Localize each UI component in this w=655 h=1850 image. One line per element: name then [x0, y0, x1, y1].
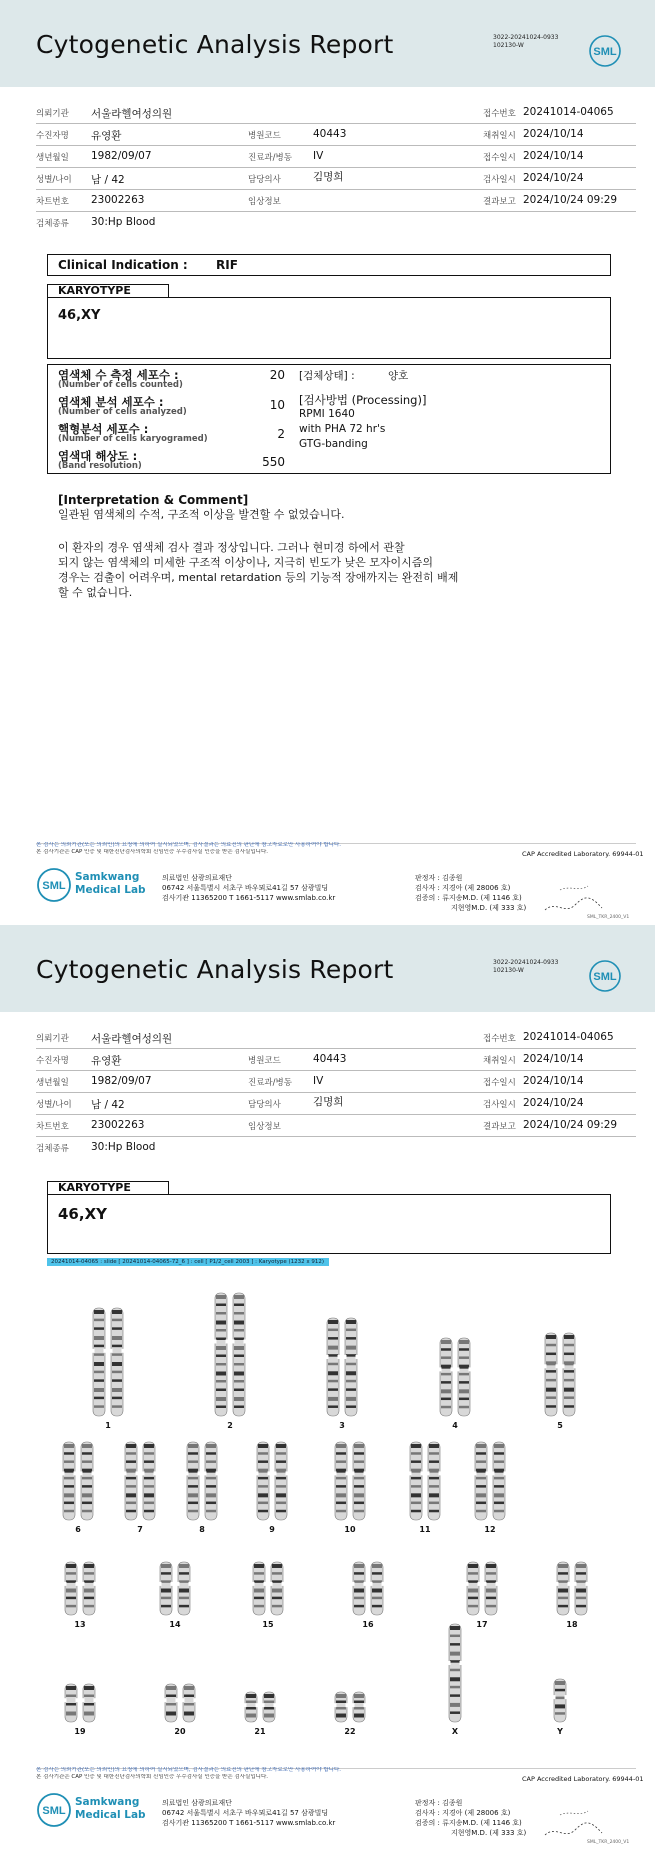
chart-label: 차트번호 [36, 197, 69, 207]
chromosome-label-5: 5 [557, 1421, 563, 1430]
cells-counted-sub: (Number of cells counted) [58, 380, 183, 390]
method-line-2: with PHA 72 hr's [299, 423, 386, 435]
footer-note-1-p2: 본 검사는 의뢰기관(또는 의뢰인)의 요청에 의하여 실시되었으며, 검사결과는 의료진의 판단에 참고자료로만 사용하여야 합니다. [36, 1767, 342, 1773]
cells-karyogramed-label: 핵형분석 세포수 : [58, 422, 149, 436]
dob-value: 1982/09/07 [91, 150, 152, 162]
collect-date-label: 채취일시 [483, 131, 516, 141]
chromosome-label-18: 18 [566, 1620, 578, 1629]
patient-value: 유영환 [91, 1055, 122, 1067]
clinical-label: 임상정보 [248, 1122, 281, 1132]
chromosome-11 [408, 1441, 442, 1521]
lab-phone-2: 검사기관 11365200 T 1661-5117 www.smlab.co.kr [162, 1819, 336, 1827]
chart-value: 23002263 [91, 194, 145, 206]
report-title: Cytogenetic Analysis Report [36, 30, 394, 59]
patient-label: 수진자명 [36, 1056, 69, 1066]
lab-address: 06742 서울특별시 서초구 바우뫼로41길 57 삼광빌딩 [162, 884, 329, 892]
specimen-status-value: 양호 [388, 370, 409, 382]
dob-label: 생년월일 [36, 153, 69, 163]
chromosome-label-9: 9 [269, 1525, 275, 1534]
chromosome-label-15: 15 [262, 1620, 274, 1629]
karyotype-box [47, 297, 611, 359]
chromosome-19 [63, 1683, 97, 1723]
verifier-line-4-p2: 지현영M.D. (제 333 호) [451, 1829, 527, 1837]
chromosome-3 [325, 1317, 359, 1417]
verifier-line: 검증의 : 류지송M.D. (제 1146 호) [415, 894, 522, 902]
specimen-label: 검체종류 [36, 1144, 69, 1154]
cap-accreditation: CAP Accredited Laboratory. 69944-01 [522, 850, 644, 858]
band-resolution-sub: (Band resolution) [58, 461, 142, 471]
doctor-value: 김명희 [313, 171, 344, 183]
collect-date-value: 2024/10/14 [523, 1053, 584, 1065]
form-code-2: SML_TKR_2400_V1 [587, 1840, 630, 1845]
chromosome-15 [251, 1561, 285, 1616]
chromosome-18 [555, 1561, 589, 1616]
report-code-2 [493, 959, 558, 975]
signature-scribble-icon [540, 1805, 610, 1845]
chromosome-label-X: X [451, 1727, 459, 1736]
karyogram-banner: 20241014-04065 : slide [ 20241014-04065-72_6 ] : cell [ P1/2_cell 2003 ] : Karyotype (1232 x 912) [47, 1258, 329, 1266]
chromosome-label-16: 16 [362, 1620, 374, 1629]
method-line-1: RPMI 1640 [299, 408, 355, 420]
report-title-2: Cytogenetic Analysis Report [36, 955, 394, 984]
lab-address-block [162, 873, 335, 903]
patient-value: 유영환 [91, 130, 122, 142]
institution-label: 의뢰기관 [36, 1034, 69, 1044]
chromosome-label-3: 3 [339, 1421, 345, 1430]
test-date-value: 2024/10/24 [523, 1097, 584, 1109]
chromosome-label-21: 21 [254, 1727, 266, 1736]
collect-date-value: 2024/10/14 [523, 128, 584, 140]
chromosome-label-1: 1 [105, 1421, 111, 1430]
chromosome-label-2: 2 [227, 1421, 233, 1430]
samkwang-logo-icon [36, 867, 72, 903]
chromosome-label-7: 7 [137, 1525, 143, 1534]
method-line-3: GTG-banding [299, 438, 368, 450]
lab-corp: 의료법인 삼광의료재단 [162, 874, 232, 882]
doctor-label: 담당의사 [248, 1100, 281, 1110]
hospital-code-label: 병원코드 [248, 1056, 281, 1066]
receipt-no-label: 접수번호 [483, 109, 516, 119]
chromosome-22 [333, 1691, 367, 1723]
cells-counted-value: 20 [269, 368, 285, 382]
karyotype-label-2: KARYOTYPE [47, 1181, 169, 1194]
report-code-line1-2: 3022-20241024-0933 [493, 959, 559, 966]
chromosome-6 [61, 1441, 95, 1521]
chromosome-label-20: 20 [174, 1727, 186, 1736]
specimen-status-label: [검체상태] : [299, 370, 355, 382]
karyogram-image [50, 1275, 620, 1745]
sml-logo-text: SML [593, 46, 617, 58]
band-resolution-value: 550 [262, 455, 285, 469]
lab-name-line-2-p2: Medical Lab [75, 1809, 146, 1821]
report-code-line2-2: 102130-W [493, 967, 524, 974]
hospital-code-label: 병원코드 [248, 131, 281, 141]
interpretation-paragraph: 이 환자의 경우 염색체 검사 결과 정상입니다. 그러나 현미경 하에서 관찰 되지 않는 염색체의 미세한 구조적 이상이나, 지극히 빈도가 낮은 모자이시즘의 경우는 검출이 어려우며, mental retardation 등의 기능적 장애까지는 완전히 배제 할 수 없습니다. [58, 541, 459, 599]
cells-karyogramed-value: 2 [277, 427, 285, 441]
lab-address-block-2 [162, 1798, 335, 1828]
chart-label: 차트번호 [36, 1122, 69, 1132]
svg-text:SML: SML [42, 880, 66, 892]
karyotype-box-2 [47, 1194, 611, 1254]
signature-scribble-icon [540, 880, 610, 920]
chromosome-label-11: 11 [419, 1525, 431, 1534]
chromosome-label-6: 6 [75, 1525, 81, 1534]
hospital-code-value: 40443 [313, 128, 347, 140]
dept-label: 진료과/병동 [248, 153, 292, 163]
clinical-label: 임상정보 [248, 197, 281, 207]
report-code-line1: 3022-20241024-0933 [493, 34, 559, 41]
lab-phone: 검사기관 11365200 T 1661-5117 www.smlab.co.kr [162, 894, 336, 902]
verifier-line-2: 지현영M.D. (제 333 호) [451, 904, 527, 912]
institution-label: 의뢰기관 [36, 109, 69, 119]
lab-name-line-1-p2: Samkwang [75, 1796, 140, 1808]
test-date-value: 2024/10/24 [523, 172, 584, 184]
chromosome-13 [63, 1561, 97, 1616]
hospital-code-value: 40443 [313, 1053, 347, 1065]
chromosome-21 [243, 1691, 277, 1723]
cell-counts-box [47, 364, 611, 474]
chromosome-8 [185, 1441, 219, 1521]
clinical-indication-box [47, 254, 611, 276]
chromosome-14 [158, 1561, 192, 1616]
chromosome-5 [543, 1332, 577, 1417]
chromosome-label-14: 14 [169, 1620, 181, 1629]
lab-name-line-2: Medical Lab [75, 884, 146, 896]
cells-counted-label: 염색체 수 측정 세포수 : [58, 368, 179, 382]
sml-logo-icon [588, 959, 622, 993]
receipt-no-label: 접수번호 [483, 1034, 516, 1044]
dob-label: 생년월일 [36, 1078, 69, 1088]
sex-age-label: 성별/나이 [36, 1100, 72, 1110]
cells-analyzed-sub: (Number of cells analyzed) [58, 407, 187, 417]
chromosome-10 [333, 1441, 367, 1521]
receipt-no-value: 20241014-04065 [523, 106, 614, 118]
tester-line: 검사자 : 지경아 (제 28006 호) [415, 884, 511, 892]
tester-line-2: 검사자 : 지경아 (제 28006 호) [415, 1809, 511, 1817]
band-resolution-label: 염색대 해상도 : [58, 449, 138, 463]
cells-analyzed-value: 10 [269, 398, 285, 412]
method-label: [검사방법 (Processing)] [299, 393, 427, 407]
form-code: SML_TKR_2400_V1 [587, 915, 630, 920]
footer-note-2: 본 검사기관은 CAP 인증 및 대한진단검사의학회 신임인증 우수검사실 인증을 받은 검사실입니다. [36, 849, 269, 855]
cells-karyogramed-sub: (Number of cells karyogramed) [58, 434, 208, 444]
sml-logo-icon [588, 34, 622, 68]
institution-value: 서울라헬여성의원 [91, 108, 173, 120]
report-code [493, 34, 558, 50]
lab-name-line-1: Samkwang [75, 871, 140, 883]
lab-corp-2: 의료법인 삼광의료재단 [162, 1799, 232, 1807]
karyotype-value: 46,XY [58, 308, 101, 323]
chromosome-16 [351, 1561, 385, 1616]
test-date-label: 검사일시 [483, 175, 516, 185]
dept-value: IV [313, 1075, 324, 1087]
specimen-value: 30:Hp Blood [91, 1141, 156, 1153]
cells-analyzed-label: 염색체 분석 세포수 : [58, 395, 164, 409]
interpretation-line1: 일관된 염색체의 수적, 구조적 이상을 발견할 수 없었습니다. [58, 508, 345, 521]
verifier-line-2-p2: 검증의 : 류지송M.D. (제 1146 호) [415, 1819, 522, 1827]
judge-line-2: 판정자 : 김종원 [415, 1799, 463, 1807]
dept-label: 진료과/병동 [248, 1078, 292, 1088]
result-date-value: 2024/10/24 09:29 [523, 1119, 618, 1131]
cap-accreditation-2: CAP Accredited Laboratory. 69944-01 [522, 1775, 644, 1783]
chromosome-2 [213, 1292, 247, 1417]
chromosome-label-13: 13 [74, 1620, 86, 1629]
specimen-label: 검체종류 [36, 219, 69, 229]
chromosome-label-17: 17 [476, 1620, 488, 1629]
signature-block [415, 873, 526, 913]
dept-value: IV [313, 150, 324, 162]
chromosome-9 [255, 1441, 289, 1521]
sml-logo-text-2: SML [593, 971, 617, 983]
dob-value: 1982/09/07 [91, 1075, 152, 1087]
clinical-indication-value: RIF [216, 258, 238, 272]
chromosome-1 [91, 1307, 125, 1417]
footer-note-2-p2: 본 검사기관은 CAP 인증 및 대한진단검사의학회 신임인증 우수검사실 인증을 받은 검사실입니다. [36, 1774, 269, 1780]
karyotype-value-2: 46,XY [58, 1205, 107, 1223]
chromosome-Y [553, 1678, 567, 1723]
sex-age-value: 남 / 42 [91, 1099, 125, 1111]
collect-date-label: 채취일시 [483, 1056, 516, 1066]
chromosome-4 [438, 1337, 472, 1417]
chromosome-12 [473, 1441, 507, 1521]
chromosome-X [448, 1623, 462, 1723]
result-date-label: 결과보고 [483, 1122, 516, 1132]
receipt-no-value: 20241014-04065 [523, 1031, 614, 1043]
chromosome-label-19: 19 [74, 1727, 86, 1736]
doctor-label: 담당의사 [248, 175, 281, 185]
report-header [0, 0, 655, 87]
signature-block-2 [415, 1798, 526, 1838]
chromosome-7 [123, 1441, 157, 1521]
chromosome-label-8: 8 [199, 1525, 205, 1534]
chromosome-20 [163, 1683, 197, 1723]
patient-label: 수진자명 [36, 131, 69, 141]
specimen-value: 30:Hp Blood [91, 216, 156, 228]
receive-date-label: 접수일시 [483, 153, 516, 163]
samkwang-logo [36, 867, 146, 907]
svg-text:SML: SML [42, 1805, 66, 1817]
clinical-indication-label: Clinical Indication : [58, 258, 188, 272]
judge-line: 판정자 : 김종원 [415, 874, 463, 882]
receive-date-value: 2024/10/14 [523, 1075, 584, 1087]
report-code-line2: 102130-W [493, 42, 524, 49]
result-date-value: 2024/10/24 09:29 [523, 194, 618, 206]
samkwang-logo-2 [36, 1792, 146, 1832]
chromosome-label-Y: Y [557, 1727, 563, 1736]
doctor-value: 김명희 [313, 1096, 344, 1108]
samkwang-logo-icon [36, 1792, 72, 1828]
report-header-2 [0, 925, 655, 1012]
lab-address-2: 06742 서울특별시 서초구 바우뫼로41길 57 삼광빌딩 [162, 1809, 329, 1817]
sex-age-label: 성별/나이 [36, 175, 72, 185]
chromosome-17 [465, 1561, 499, 1616]
interpretation-header: [Interpretation & Comment] [58, 493, 249, 507]
chromosome-label-22: 22 [344, 1727, 356, 1736]
footer-note-1: 본 검사는 의뢰기관(또는 의뢰인)의 요청에 의하여 실시되었으며, 검사결과는 의료진의 판단에 참고자료로만 사용하여야 합니다. [36, 842, 342, 848]
sex-age-value: 남 / 42 [91, 174, 125, 186]
receive-date-value: 2024/10/14 [523, 150, 584, 162]
receive-date-label: 접수일시 [483, 1078, 516, 1088]
chromosome-label-10: 10 [344, 1525, 356, 1534]
result-date-label: 결과보고 [483, 197, 516, 207]
institution-value: 서울라헬여성의원 [91, 1033, 173, 1045]
chromosome-label-12: 12 [484, 1525, 496, 1534]
chart-value: 23002263 [91, 1119, 145, 1131]
test-date-label: 검사일시 [483, 1100, 516, 1110]
karyotype-label: KARYOTYPE [47, 284, 169, 297]
chromosome-label-4: 4 [452, 1421, 458, 1430]
